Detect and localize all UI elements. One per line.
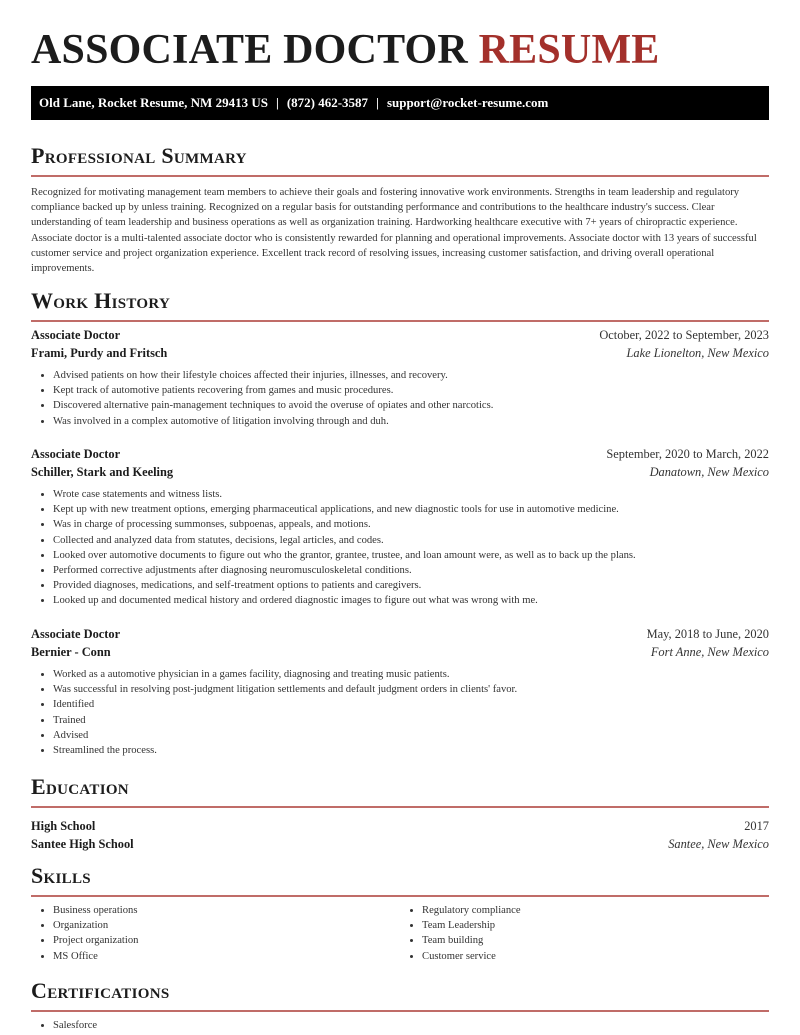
section-divider <box>31 1010 769 1012</box>
skills-list-right <box>400 903 769 964</box>
job-bullet: • Kept track of automotive patients recovering from games and music procedures. <box>53 383 769 398</box>
skills-grid <box>31 897 769 964</box>
skills-section <box>31 863 769 964</box>
job-bullet: • Trained <box>53 713 769 728</box>
certification-item: • Salesforce <box>53 1018 769 1033</box>
certifications-heading: Certifications <box>31 978 170 1003</box>
job-bullet: • Kept up with new treatment options, emerging pharmaceutical applications, and new diagnostic tools for use in automotive medicine. <box>53 502 769 517</box>
skill-item: • Regulatory compliance <box>422 903 769 918</box>
job-bullets <box>31 487 769 609</box>
contact-email[interactable]: support@rocket-resume.com <box>386 95 549 110</box>
job-bullet: • Was in charge of processing summonses, subpoenas, appeals, and motions. <box>53 517 769 532</box>
job-title: Associate Doctor <box>31 627 121 641</box>
education-location: Santee, New Mexico <box>668 837 769 851</box>
skills-list-left <box>31 903 400 964</box>
job-bullet: • Was successful in resolving post-judgment litigation settlements and default judgment orders in clients' favor. <box>53 682 769 697</box>
title-accent: RESUME <box>478 27 660 73</box>
job-company: Schiller, Stark and Keeling <box>31 465 174 479</box>
job-bullet: • Identified <box>53 697 769 712</box>
education-degree: High School <box>31 819 96 833</box>
job-location: Danatown, New Mexico <box>649 465 769 479</box>
job-bullet: • Collected and analyzed data from statutes, decisions, legal articles, and codes. <box>53 533 769 548</box>
job-company: Frami, Purdy and Fritsch <box>31 346 168 360</box>
job-entry <box>31 445 769 609</box>
work-history-heading: Work History <box>31 288 171 313</box>
education-heading: Education <box>31 774 129 799</box>
job-bullet: • Was involved in a complex automotive of litigation involving through and duh. <box>53 414 769 429</box>
job-dates: October, 2022 to September, 2023 <box>599 328 769 342</box>
skill-item: • Team Leadership <box>422 918 769 933</box>
contact-separator: | <box>376 95 379 110</box>
section-divider <box>31 175 769 177</box>
skill-item: • Team building <box>422 933 769 948</box>
job-location: Lake Lionelton, New Mexico <box>626 346 769 360</box>
contact-separator: | <box>275 95 279 110</box>
skills-heading: Skills <box>31 863 91 888</box>
job-bullet: • Looked up and documented medical history and ordered diagnostic images to figure out what was wrong with me. <box>53 593 769 608</box>
job-bullet: • Provided diagnoses, medications, and self-treatment options to patients and caregivers. <box>53 578 769 593</box>
skill-item: • Project organization <box>53 933 400 948</box>
job-location: Fort Anne, New Mexico <box>650 645 769 659</box>
title-main: ASSOCIATE DOCTOR <box>31 27 468 73</box>
education-section <box>31 774 769 853</box>
certifications-section <box>31 978 769 1033</box>
job-company: Bernier - Conn <box>31 645 111 659</box>
job-dates: May, 2018 to June, 2020 <box>646 627 769 641</box>
job-entry <box>31 625 769 758</box>
job-bullets <box>31 667 769 758</box>
job-title: Associate Doctor <box>31 447 121 461</box>
job-bullet: • Wrote case statements and witness lists. <box>53 487 769 502</box>
skill-item: • Business operations <box>53 903 400 918</box>
job-entry <box>31 326 769 429</box>
contact-bar <box>31 86 769 120</box>
job-bullet: • Discovered alternative pain-management techniques to avoid the overuse of opiates and other narcotics. <box>53 398 769 413</box>
education-year: 2017 <box>744 819 769 833</box>
certifications-list <box>31 1018 769 1033</box>
summary-heading: Professional Summary <box>31 143 247 168</box>
job-bullet: • Looked over automotive documents to figure out who the grantor, grantee, trustee, and loan amount were, as well as to back up the plans. <box>53 548 769 563</box>
job-dates: September, 2020 to March, 2022 <box>606 447 769 461</box>
contact-phone[interactable]: (872) 462-3587 <box>286 95 369 110</box>
job-bullet: • Streamlined the process. <box>53 743 769 758</box>
resume-title <box>31 26 660 74</box>
section-divider <box>31 806 769 808</box>
job-title: Associate Doctor <box>31 328 121 342</box>
job-bullet: • Advised patients on how their lifestyle choices affected their injuries, illnesses, and recovery. <box>53 368 769 383</box>
contact-address: Old Lane, Rocket Resume, NM 29413 US <box>39 95 268 110</box>
summary-section <box>31 143 769 276</box>
summary-text: Recognized for motivating management team members to achieve their goals and fostering innovative work environments. Strengths in team leadership and regulatory compliance backed up by unless training. Recognized on a regular basis for outstanding performance and contributions to the healthcare industry's success. Clear understanding of team leadership and business operations as well as organization training. Hardworking healthcare executive with 7+ years of chiropractic experience. Associate doctor is a multi-talented associate doctor who is consistently rewarded for planning and operational improvements. Associate doctor with 13 years of successful customer service and project organization experience. Excellent track record of resolving issues, increasing customer satisfaction, and driving overall operational improvements. <box>31 187 757 275</box>
section-divider <box>31 320 769 322</box>
skill-item: • Customer service <box>422 949 769 964</box>
skill-item: • Organization <box>53 918 400 933</box>
work-history-section <box>31 288 769 322</box>
education-school: Santee High School <box>31 837 134 851</box>
skill-item: • MS Office <box>53 949 400 964</box>
job-bullet: • Worked as a automotive physician in a games facility, diagnosing and treating music patients. <box>53 667 769 682</box>
section-divider <box>31 895 769 897</box>
job-bullet: • Advised <box>53 728 769 743</box>
job-bullet: • Performed corrective adjustments after diagnosing neuromusculoskeletal conditions. <box>53 563 769 578</box>
job-bullets <box>31 368 769 429</box>
